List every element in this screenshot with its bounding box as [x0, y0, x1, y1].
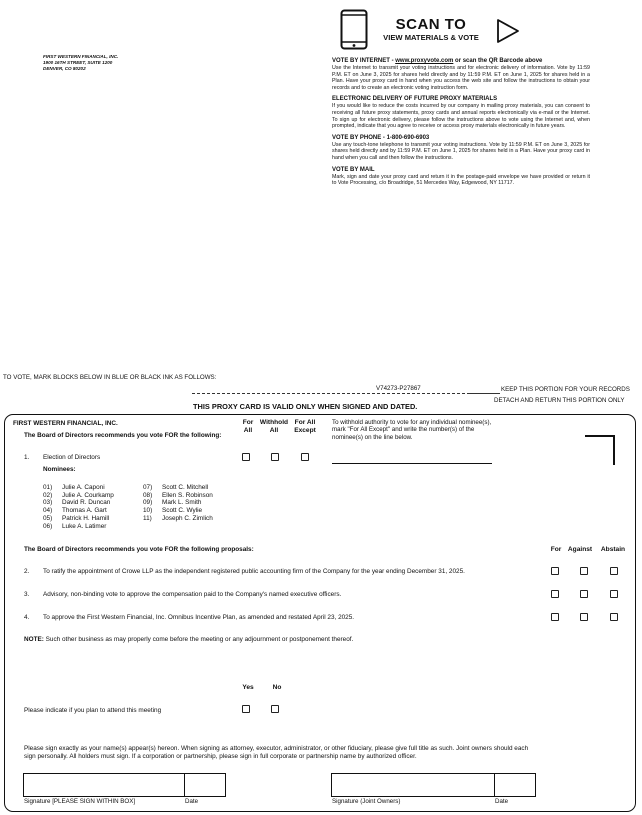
proposal-text: To ratify the appointment of Crowe LLP as the independent registered public accounting firm of the Company for the year ending December 31, 2025.	[43, 568, 465, 575]
nominee-name: Julie A. Courkamp	[62, 491, 114, 499]
phone-title: VOTE BY PHONE - 1-800-690-6903	[332, 134, 430, 141]
nominee-exception-line[interactable]	[332, 463, 492, 464]
nominee-name: Scott C. Mitchell	[162, 484, 209, 491]
nominee-name: Mark L. Smith	[162, 499, 202, 507]
proposal-against-checkbox[interactable]	[580, 590, 588, 598]
nominees-right-column	[143, 484, 213, 523]
internet-section	[332, 58, 590, 91]
board-recommendation-2: The Board of Directors recommends you vote FOR the following proposals:	[24, 546, 254, 553]
mail-title: VOTE BY MAIL	[332, 166, 375, 173]
phone-section	[332, 135, 590, 162]
for-header: For	[550, 546, 562, 553]
keep-portion-label: KEEP THIS PORTION FOR YOUR RECORDS	[501, 386, 630, 393]
date-label: Date	[185, 798, 199, 805]
joint-date-box[interactable]	[494, 773, 536, 797]
nominee-name: Ellen S. Robinson	[162, 491, 213, 499]
nominee-number: 10)	[143, 507, 153, 515]
item1-number: 1.	[24, 454, 30, 461]
play-arrow-icon	[496, 18, 520, 49]
withhold-all-checkbox[interactable]	[271, 453, 279, 461]
for-all-except-header: For All Except	[294, 419, 316, 434]
nominee-row	[143, 492, 213, 500]
abstain-header: Abstain	[600, 546, 626, 553]
proposal-text: Advisory, non-binding vote to approve the compensation paid to the Company's named executive officers.	[43, 591, 342, 598]
proposal-against-checkbox[interactable]	[580, 613, 588, 621]
internet-title-suffix: or scan the QR Barcode above	[453, 58, 543, 64]
nominee-name: Luke A. Latimer	[62, 522, 107, 530]
nominee-row	[143, 507, 213, 515]
against-header: Against	[567, 546, 593, 553]
nominee-row	[43, 484, 114, 492]
for-all-header: For All	[242, 419, 254, 434]
electronic-section	[332, 96, 590, 129]
mail-text: Mark, sign and date your proxy card and return it in the postage-paid envelope we have provided or return it to Vote Processing, c/o Broadridge, 51 Mercedes Way, Edgewood, NY 11717.	[332, 173, 590, 187]
to-vote-instruction: TO VOTE, MARK BLOCKS BELOW IN BLUE OR BLACK INK AS FOLLOWS:	[3, 374, 217, 381]
proposal-number: 3.	[24, 591, 30, 598]
nominees-label: Nominees:	[43, 466, 76, 473]
detach-portion-label: DETACH AND RETURN THIS PORTION ONLY	[494, 397, 625, 404]
nominee-number: 08)	[143, 491, 153, 499]
nominee-number: 06)	[43, 522, 53, 530]
scan-banner	[372, 17, 490, 42]
phone-icon	[340, 9, 368, 55]
proposal-for-checkbox[interactable]	[551, 590, 559, 598]
proxy-valid-notice: THIS PROXY CARD IS VALID ONLY WHEN SIGNED AND DATED.	[193, 402, 418, 411]
for-all-checkbox[interactable]	[242, 453, 250, 461]
phone-text: Use any touch-tone telephone to transmit your voting instructions. Vote by 11:59 P.M. ET on June 3, 2025 for shares held directly and by 11:59 P.M. ET on June 1, 2025 for shares held in a Plan. Have your proxy card in hand when you call and then follow the instructions.	[332, 141, 590, 161]
nominee-name: Thomas A. Gart	[62, 507, 107, 515]
signature-box[interactable]	[23, 773, 185, 797]
withhold-instructions: To withhold authority to vote for any individual nominee(s), mark "For All Except" and write the number(s) of the nominee(s) on the line below.	[332, 419, 492, 441]
perforation-line	[192, 393, 500, 394]
nominee-number: 07)	[143, 484, 153, 491]
nominee-number: 11)	[143, 514, 152, 522]
withhold-all-header: Withhold All	[259, 419, 289, 434]
electronic-text: If you would like to reduce the costs incurred by our company in mailing proxy materials, you can consent to receiving all future proxy statements, proxy cards and annual reports electronically via e-mail or the Internet. To sign up for electronic delivery, please follow the instructions above to vote using the Internet and, when prompted, indicate that you agree to receive or access proxy materials electronically in future years.	[332, 103, 590, 130]
nominee-number: 03)	[43, 499, 53, 507]
proposal-text: To approve the First Western Financial, Inc. Omnibus Incentive Plan, as amended and restated April 23, 2025.	[43, 614, 355, 621]
proxyvote-link[interactable]: www.proxyvote.com	[395, 58, 454, 64]
item1-label: Election of Directors	[43, 454, 101, 461]
note-text: Such other business as may properly come before the meeting or any adjournment or postponement thereof.	[43, 636, 354, 643]
scan-title: SCAN TO	[395, 16, 467, 33]
scan-subtitle: VIEW MATERIALS & VOTE	[383, 33, 479, 42]
proposal-number: 4.	[24, 614, 30, 621]
nominee-number: 01)	[43, 484, 53, 491]
nominee-row	[43, 492, 114, 500]
nominee-number: 05)	[43, 514, 53, 522]
nominee-row	[143, 499, 213, 507]
nominee-number: 04)	[43, 507, 53, 515]
nominee-row	[143, 515, 213, 523]
voting-instructions	[332, 58, 590, 187]
joint-signature-label: Signature (Joint Owners)	[332, 798, 401, 805]
sender-company: FIRST WESTERN FINANCIAL, INC.	[43, 54, 119, 59]
control-number: V74273-P27867	[376, 385, 421, 392]
note-label: NOTE:	[24, 636, 44, 643]
nominee-row	[43, 515, 114, 523]
nominee-row	[143, 484, 213, 492]
nominee-row	[43, 499, 114, 507]
corner-mark	[585, 435, 615, 465]
date-box[interactable]	[184, 773, 226, 797]
proposal-abstain-checkbox[interactable]	[610, 590, 618, 598]
sender-address	[43, 54, 118, 72]
proposal-for-checkbox[interactable]	[551, 613, 559, 621]
nominee-number: 09)	[143, 499, 153, 507]
nominees-left-column	[43, 484, 114, 530]
proposal-abstain-checkbox[interactable]	[610, 567, 618, 575]
board-recommendation-1: The Board of Directors recommends you vote FOR the following:	[24, 432, 222, 439]
nominee-name: Julie A. Caponi	[62, 484, 105, 491]
nominee-row	[43, 523, 114, 531]
nominee-name: David R. Duncan	[62, 499, 111, 507]
proposal-abstain-checkbox[interactable]	[610, 613, 618, 621]
note	[24, 636, 353, 644]
nominee-name: Scott C. Wylie	[162, 507, 203, 515]
joint-signature-box[interactable]	[331, 773, 495, 797]
no-header: No	[272, 684, 282, 691]
sender-street: 1900 16TH STREET, SUITE 1200	[43, 60, 113, 65]
perforation-line-end	[470, 393, 498, 394]
yes-header: Yes	[242, 684, 254, 691]
electronic-title: ELECTRONIC DELIVERY OF FUTURE PROXY MATERIALS	[332, 96, 498, 103]
sender-city: DENVER, CO 80202	[43, 66, 86, 71]
attend-meeting-label: Please indicate if you plan to attend this meeting	[24, 707, 162, 714]
nominee-row	[43, 507, 114, 515]
card-company-name: FIRST WESTERN FINANCIAL, INC.	[13, 420, 118, 427]
proposal-for-checkbox[interactable]	[551, 567, 559, 575]
joint-date-label: Date	[495, 798, 509, 805]
nominee-name: Joseph C. Zimlich	[162, 514, 213, 522]
nominee-name: Patrick H. Hamill	[62, 514, 110, 522]
nominee-number: 02)	[43, 491, 53, 499]
sign-instructions: Please sign exactly as your name(s) appear(s) hereon. When signing as attorney, executor, administrator, or other fiduciary, please give full title as such. Joint owners should each sign personally. All holders must sign. If a corporation or partnership, please sign in full corporate or partnership name by authorized officer.	[24, 745, 529, 760]
proposal-against-checkbox[interactable]	[580, 567, 588, 575]
attend-no-checkbox[interactable]	[271, 705, 279, 713]
signature-label: Signature [PLEASE SIGN WITHIN BOX]	[24, 798, 136, 805]
internet-text: Use the Internet to transmit your voting instructions and for electronic delivery of information. Vote by 11:59 P.M. ET on June 3, 2025 for shares held directly and by 11:59 P.M. ET on June 1, 2025 for shares held in a Plan. Have your proxy card in hand when you access the web site and follow the instructions to obtain your records and to create an electronic voting instruction form.	[332, 65, 590, 91]
internet-title-prefix: VOTE BY INTERNET -	[332, 58, 396, 64]
for-all-except-checkbox[interactable]	[301, 453, 309, 461]
attend-yes-checkbox[interactable]	[242, 705, 250, 713]
proposal-number: 2.	[24, 568, 30, 575]
mail-section	[332, 167, 590, 187]
internet-title	[332, 58, 590, 65]
